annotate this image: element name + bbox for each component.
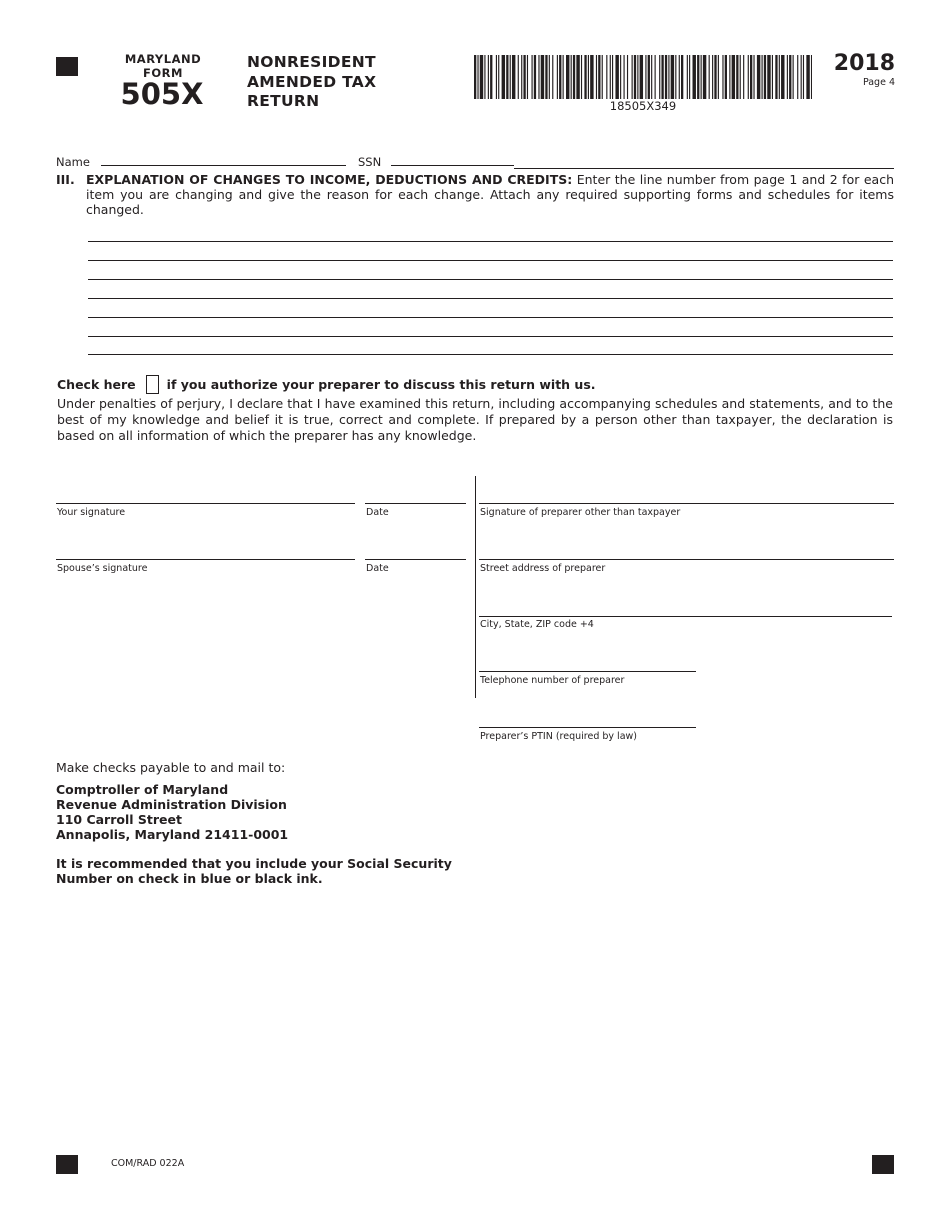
preparer-signature-field[interactable] (479, 503, 894, 504)
barcode-bar (502, 55, 505, 99)
barcode-bar (632, 55, 633, 99)
form-number: 505X (120, 77, 204, 111)
preparer-authorization (57, 375, 596, 394)
barcode-bar (541, 55, 544, 99)
spouse-date-field[interactable] (365, 559, 466, 560)
barcode-bar (559, 55, 561, 99)
barcode-bar (648, 55, 650, 99)
barcode-bar (740, 55, 741, 99)
barcode-bar (801, 55, 802, 99)
preparer-city-label: City, State, ZIP code +4 (480, 619, 594, 630)
barcode-bar (534, 55, 536, 99)
barcode-bar (518, 55, 519, 99)
barcode-bar (510, 55, 511, 99)
explanation-line[interactable] (88, 317, 893, 318)
address-line: 110 Carroll Street (56, 812, 182, 827)
barcode-bar (606, 55, 607, 99)
preparer-signature-label: Signature of preparer other than taxpayer (480, 507, 681, 518)
preparer-phone-label: Telephone number of preparer (480, 675, 625, 686)
address-line: Comptroller of Maryland (56, 782, 229, 797)
preparer-street-field[interactable] (479, 559, 894, 560)
barcode-bar (645, 55, 646, 99)
barcode-bar (729, 55, 730, 99)
barcode-bar (679, 55, 680, 99)
check-suffix-label: if you authorize your preparer to discuss this return with us. (166, 376, 596, 392)
barcode-bar (753, 55, 754, 99)
address-line: Revenue Administration Division (56, 797, 287, 812)
barcode-bar (596, 55, 597, 99)
barcode-bar (598, 55, 600, 99)
barcode-bar (725, 55, 727, 99)
barcode-bar (584, 55, 586, 99)
preparer-ptin-label: Preparer’s PTIN (required by law) (480, 731, 637, 742)
perjury-declaration: Under penalties of perjury, I declare that I have examined this return, including accompanying schedules and statements, and to the best of my knowledge and belief it is true, correct and complete. If prepared by a person other than taxpayer, the declaration is based on all information of which the preparer has any knowledge. (57, 396, 893, 443)
barcode-bar (764, 55, 766, 99)
barcode-bar (736, 55, 738, 99)
name-label: Name (56, 155, 90, 169)
form-code: COM/RAD 022A (111, 1158, 185, 1169)
barcode-bar (697, 55, 699, 99)
barcode-bar (552, 55, 553, 99)
barcode-bar (767, 55, 770, 99)
explanation-line[interactable] (88, 354, 893, 355)
barcode-bar (701, 55, 702, 99)
barcode-bar (527, 55, 528, 99)
title-line: AMENDED TAX (247, 72, 377, 91)
barcode-bar (573, 55, 575, 99)
preparer-street-label: Street address of preparer (480, 563, 606, 574)
title-line: RETURN (247, 92, 320, 110)
barcode-bar (624, 55, 625, 99)
barcode-bar (602, 55, 603, 99)
barcode-bar (750, 55, 752, 99)
mailing-instructions: Make checks payable to and mail to: (56, 760, 286, 775)
barcode-bar (709, 55, 710, 99)
barcode-bar (722, 55, 723, 99)
registration-mark-bottom-left (56, 1155, 78, 1174)
page-number: Page 4 (862, 77, 895, 88)
barcode-bar (668, 55, 669, 99)
barcode-bar (655, 55, 656, 99)
address-line: Annapolis, Maryland 21411-0001 (56, 827, 289, 842)
barcode-bar (689, 55, 690, 99)
tax-year: 2018 (833, 51, 895, 76)
barcode-bar (651, 55, 652, 99)
signature-divider (475, 476, 476, 698)
barcode-bar (775, 55, 777, 99)
explanation-line[interactable] (88, 298, 893, 299)
barcode-bar (588, 55, 589, 99)
barcode-bar (484, 55, 485, 99)
barcode-bar (612, 55, 613, 99)
header-rule (514, 168, 894, 169)
barcode-bar (627, 55, 628, 99)
barcode (474, 55, 812, 99)
barcode-bar (488, 55, 489, 99)
barcode-bar (610, 55, 611, 99)
barcode-bar (571, 55, 572, 99)
barcode-bar (576, 55, 579, 99)
barcode-bar (748, 55, 749, 99)
form-word: FORM (143, 66, 183, 80)
barcode-bar (498, 55, 499, 99)
barcode-bar (806, 55, 809, 99)
barcode-bar (640, 55, 643, 99)
barcode-bar (480, 55, 483, 99)
barcode-bar (545, 55, 547, 99)
barcode-bar (671, 55, 674, 99)
barcode-bar (787, 55, 788, 99)
form-state-label (118, 52, 208, 80)
barcode-bar (712, 55, 713, 99)
barcode-bar (557, 55, 558, 99)
authorize-preparer-checkbox[interactable] (146, 375, 159, 394)
barcode-bar (521, 55, 522, 99)
preparer-ptin-field[interactable] (479, 727, 696, 728)
barcode-bar (538, 55, 539, 99)
name-field[interactable] (101, 165, 346, 166)
barcode-bar (811, 55, 812, 99)
barcode-bar (693, 55, 696, 99)
barcode-bar (490, 55, 492, 99)
barcode-bar (757, 55, 760, 99)
ssn-label: SSN (358, 155, 382, 169)
barcode-bar (718, 55, 719, 99)
your-signature-field[interactable] (56, 503, 355, 504)
form-title (247, 53, 417, 112)
barcode-bar (743, 55, 744, 99)
registration-mark-top-left (56, 57, 78, 76)
preparer-city-field[interactable] (479, 616, 892, 617)
barcode-bar (772, 55, 773, 99)
barcode-bar (581, 55, 582, 99)
section-3-instructions (56, 172, 894, 217)
barcode-bar (762, 55, 763, 99)
mailing-address (56, 782, 288, 842)
ssn-field[interactable] (391, 165, 514, 166)
barcode-bar (549, 55, 550, 99)
barcode-bar (590, 55, 593, 99)
explanation-line[interactable] (88, 260, 893, 261)
date-label: Date (366, 507, 389, 518)
spouse-signature-label: Spouse’s signature (57, 563, 148, 574)
barcode-bar (803, 55, 804, 99)
barcode-bar (474, 55, 476, 99)
barcode-bar (620, 55, 621, 99)
preparer-phone-field[interactable] (479, 671, 696, 672)
explanation-line[interactable] (88, 279, 893, 280)
barcode-bar (687, 55, 688, 99)
barcode-bar (789, 55, 791, 99)
barcode-bar (797, 55, 798, 99)
spouse-signature-field[interactable] (56, 559, 355, 560)
explanation-line[interactable] (88, 241, 893, 242)
barcode-bar (634, 55, 636, 99)
barcode-bar (675, 55, 676, 99)
state-name: MARYLAND (124, 52, 202, 66)
section-instruction-rest: item you are changing and give the reason for each change. Attach any required supporting forms and schedules for items changed. (86, 187, 894, 217)
barcode-bar (681, 55, 683, 99)
barcode-bar (532, 55, 533, 99)
your-signature-label: Your signature (57, 507, 126, 518)
section-heading: EXPLANATION OF CHANGES TO INCOME, DEDUCTIONS AND CREDITS: (86, 172, 573, 187)
explanation-line[interactable] (88, 336, 893, 337)
barcode-bar (477, 55, 478, 99)
barcode-bar (506, 55, 508, 99)
barcode-bar (566, 55, 569, 99)
ssn-recommendation: It is recommended that you include your Social Security Number on check in blue or black ink. (56, 856, 452, 886)
barcode-bar (779, 55, 780, 99)
barcode-bar (637, 55, 638, 99)
barcode-bar (512, 55, 515, 99)
barcode-bar (659, 55, 660, 99)
barcode-bar (793, 55, 794, 99)
barcode-bar (732, 55, 735, 99)
check-here-label: Check here (57, 376, 136, 392)
barcode-bar (615, 55, 618, 99)
spouse-date-label: Date (366, 563, 389, 574)
date-field[interactable] (365, 503, 466, 504)
barcode-bar (563, 55, 564, 99)
section-instruction-first: Enter the line number from page 1 and 2 for each (576, 172, 894, 187)
title-line: NONRESIDENT (247, 53, 376, 71)
barcode-bar (703, 55, 706, 99)
barcode-bar (714, 55, 716, 99)
barcode-bar (496, 55, 497, 99)
barcode-bar (523, 55, 525, 99)
barcode-bar (781, 55, 784, 99)
section-number: III. (56, 172, 75, 187)
barcode-bar (661, 55, 663, 99)
barcode-bar (665, 55, 667, 99)
barcode-text: 18505X349 (609, 99, 677, 113)
registration-mark-bottom-right (872, 1155, 894, 1174)
